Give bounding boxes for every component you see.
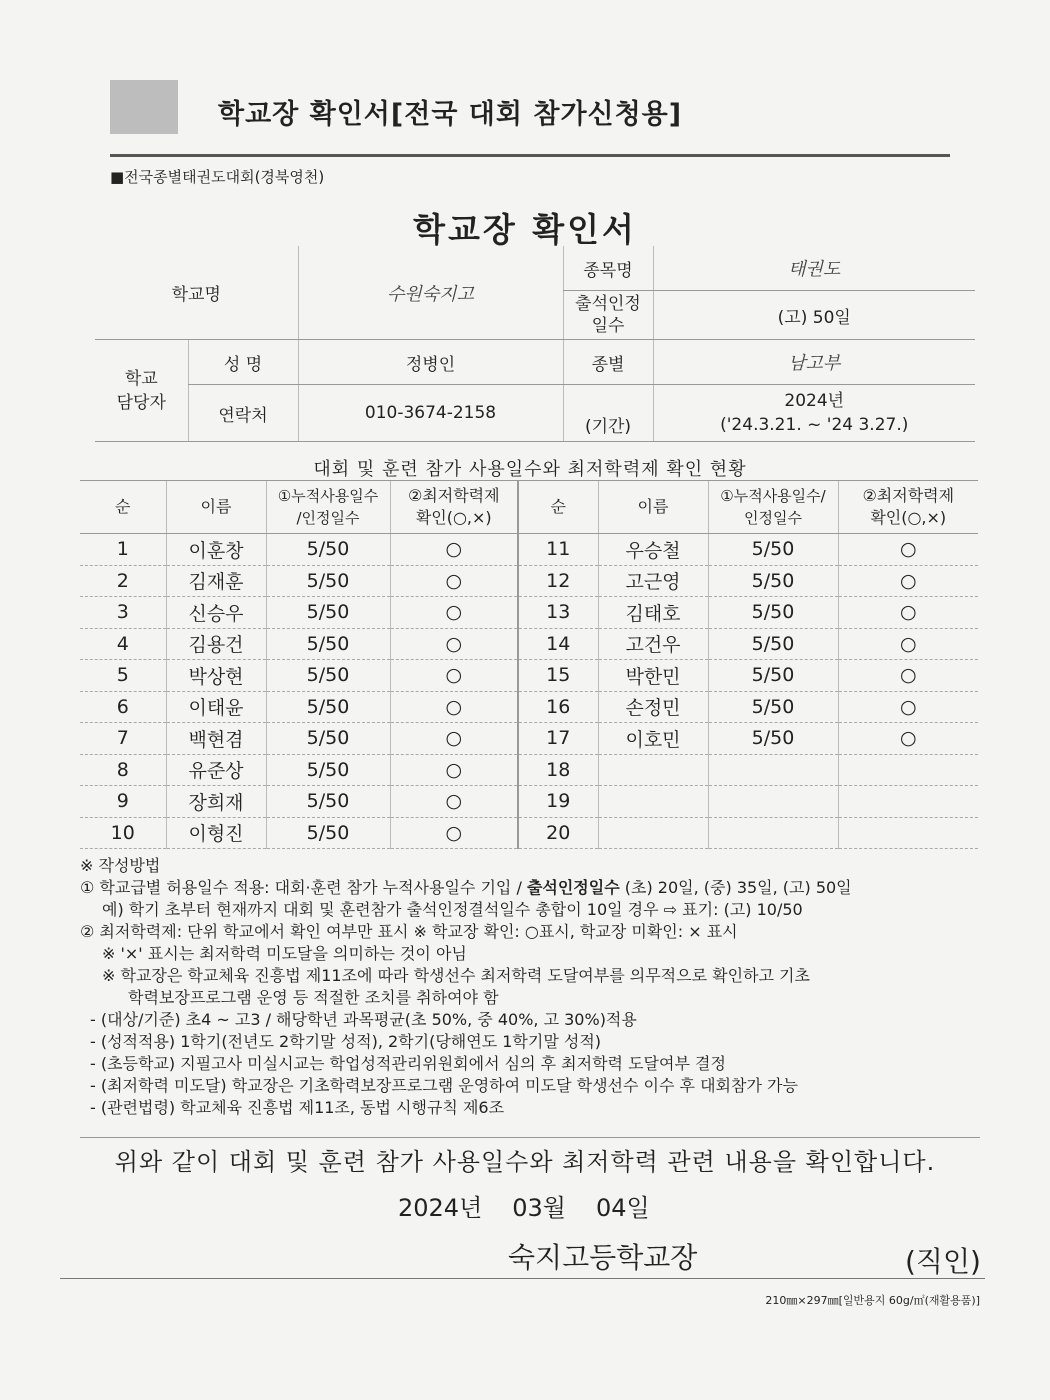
usage-days: 5/50 — [266, 691, 390, 723]
student-name: 백현겸 — [166, 723, 266, 755]
col-check-left: ②최저학력제 확인(○,×) — [390, 481, 518, 534]
min-academic-check: ○ — [390, 786, 518, 818]
student-name: 이태윤 — [166, 691, 266, 723]
table-row — [80, 786, 978, 818]
instructions — [80, 855, 980, 1119]
name-value: 정병인 — [298, 340, 563, 385]
note-2-x-meaning: ※ '×' 표시는 최저학력 미도달을 의미하는 것이 아님 — [102, 944, 467, 963]
bullet-elementary: - (초등학교) 지필고사 미실시교는 학업성적관리위원회에서 심의 후 최저학력 도달여부 결정 — [90, 1054, 726, 1073]
student-name: 이호민 — [598, 723, 708, 755]
manager-label: 학교 담당자 — [95, 340, 188, 442]
table-row — [80, 723, 978, 755]
min-academic-check: ○ — [390, 723, 518, 755]
usage-days: 5/50 — [708, 660, 838, 692]
row-number: 11 — [518, 534, 598, 566]
note-1-bold: 출석인정일수 — [526, 878, 620, 897]
usage-days: 5/50 — [708, 565, 838, 597]
row-number: 6 — [80, 691, 166, 723]
col-no-left: 순 — [80, 481, 166, 534]
min-academic-check: ○ — [390, 628, 518, 660]
issue-date — [398, 1188, 680, 1223]
student-name: 우승철 — [598, 534, 708, 566]
table-row — [80, 754, 978, 786]
usage-days: 5/50 — [708, 691, 838, 723]
row-number: 18 — [518, 754, 598, 786]
student-name — [598, 754, 708, 786]
min-academic-check — [838, 786, 978, 818]
table-row — [80, 597, 978, 629]
note-2: ② 최저학력제: 단위 학교에서 확인 여부만 표시 ※ 학교장 확인: ○표시, 학교장 미확인: × 표시 — [80, 922, 738, 941]
school-value: 수원숙지고 — [298, 246, 563, 340]
category-value: 남고부 — [653, 340, 975, 385]
min-academic-check: ○ — [838, 534, 978, 566]
min-academic-check: ○ — [390, 817, 518, 849]
student-name: 이훈창 — [166, 534, 266, 566]
row-number: 4 — [80, 628, 166, 660]
row-number: 3 — [80, 597, 166, 629]
student-name: 김태호 — [598, 597, 708, 629]
usage-days: 5/50 — [708, 534, 838, 566]
student-name — [598, 817, 708, 849]
row-number: 7 — [80, 723, 166, 755]
document-title: 학교장 확인서 — [413, 210, 637, 249]
official-seal: (직인) — [905, 1245, 981, 1278]
table-row — [80, 534, 978, 566]
min-academic-check: ○ — [838, 723, 978, 755]
bullet-not-met: - (최저학력 미도달) 학교장은 기초학력보장프로그램 운영하여 미도달 학생선수 이수 후 대회참가 가능 — [90, 1076, 798, 1095]
date-year: 2024년 — [398, 1194, 483, 1222]
student-name: 고건우 — [598, 628, 708, 660]
school-info-table — [95, 246, 975, 442]
min-academic-check: ○ — [838, 691, 978, 723]
row-number: 5 — [80, 660, 166, 692]
date-month: 03월 — [512, 1194, 566, 1222]
min-academic-check: ○ — [390, 754, 518, 786]
header-band — [110, 78, 950, 157]
min-academic-check: ○ — [390, 691, 518, 723]
min-academic-check: ○ — [390, 597, 518, 629]
student-name: 김재훈 — [166, 565, 266, 597]
row-number: 8 — [80, 754, 166, 786]
period-label: (기간) — [563, 385, 653, 442]
sport-label: 종목명 — [563, 246, 653, 291]
usage-days: 5/50 — [266, 786, 390, 818]
table-row — [80, 691, 978, 723]
table-row — [80, 565, 978, 597]
row-number: 14 — [518, 628, 598, 660]
table-row — [80, 817, 978, 849]
student-name: 이형진 — [166, 817, 266, 849]
bullet-grades: - (성적적용) 1학기(전년도 2학기말 성적), 2학기(당해연도 1학기말 성적) — [90, 1032, 602, 1051]
row-number: 15 — [518, 660, 598, 692]
paper-spec: 210㎜×297㎜[일반용지 60g/㎡(재활용품)] — [765, 1294, 980, 1307]
row-number: 1 — [80, 534, 166, 566]
bottom-divider — [60, 1278, 985, 1279]
name-label: 성 명 — [188, 340, 298, 385]
row-number: 10 — [80, 817, 166, 849]
row-number: 9 — [80, 786, 166, 818]
usage-days: 5/50 — [266, 628, 390, 660]
col-name-left: 이름 — [166, 481, 266, 534]
confirmation-statement: 위와 같이 대회 및 훈련 참가 사용일수와 최저학력 관련 내용을 확인합니다. — [114, 1148, 936, 1176]
min-academic-check: ○ — [390, 660, 518, 692]
contact-label: 연락처 — [188, 385, 298, 442]
usage-days: 5/50 — [266, 754, 390, 786]
student-name: 장희재 — [166, 786, 266, 818]
min-academic-check: ○ — [838, 660, 978, 692]
roster-body — [80, 534, 978, 849]
min-academic-check: ○ — [838, 597, 978, 629]
note-1-example: 예) 학기 초부터 현재까지 대회 및 훈련참가 출석인정결석일수 총합이 10일 경우 ⇨ 표기: (고) 10/50 — [102, 900, 803, 919]
notes-heading: ※ 작성방법 — [80, 856, 161, 875]
table-row — [80, 660, 978, 692]
row-number: 13 — [518, 597, 598, 629]
col-no-right: 순 — [518, 481, 598, 534]
row-number: 12 — [518, 565, 598, 597]
attendance-label: 출석인정 일수 — [563, 291, 653, 340]
row-number: 2 — [80, 565, 166, 597]
usage-days: 5/50 — [266, 597, 390, 629]
row-number: 17 — [518, 723, 598, 755]
table-row — [80, 628, 978, 660]
student-name: 박상현 — [166, 660, 266, 692]
note-2-duty-1: ※ 학교장은 학교체육 진흥법 제11조에 따라 학생선수 최저학력 도달여부를 의무적으로 확인하고 기초 — [102, 966, 810, 985]
student-name: 고근영 — [598, 565, 708, 597]
student-name: 유준상 — [166, 754, 266, 786]
row-number: 20 — [518, 817, 598, 849]
contact-value: 010-3674-2158 — [298, 385, 563, 442]
header-title: 학교장 확인서[전국 대회 참가신청용] — [218, 99, 683, 130]
usage-days: 5/50 — [708, 628, 838, 660]
usage-days: 5/50 — [266, 817, 390, 849]
date-day: 04일 — [596, 1194, 650, 1222]
col-name-right: 이름 — [598, 481, 708, 534]
min-academic-check: ○ — [838, 628, 978, 660]
roster-header-row — [80, 481, 978, 534]
row-number: 16 — [518, 691, 598, 723]
student-name: 손정민 — [598, 691, 708, 723]
category-label: 종별 — [563, 340, 653, 385]
principal-name: 숙지고등학교장 — [508, 1241, 698, 1274]
header-gray-block — [110, 80, 178, 134]
min-academic-check — [838, 817, 978, 849]
student-name: 박한민 — [598, 660, 708, 692]
col-usage-right: ①누적사용일수/ 인정일수 — [708, 481, 838, 534]
student-name — [598, 786, 708, 818]
divider — [80, 1137, 980, 1138]
usage-days: 5/50 — [708, 723, 838, 755]
period-range: ('24.3.21. ~ '24 3.27.) — [720, 415, 909, 435]
usage-days: 5/50 — [266, 723, 390, 755]
event-name: ■전국종별태권도대회(경북영천) — [110, 168, 325, 186]
period-value — [653, 385, 975, 442]
usage-days: 5/50 — [708, 597, 838, 629]
col-usage-left: ①누적사용일수 /인정일수 — [266, 481, 390, 534]
usage-days: 5/50 — [266, 565, 390, 597]
status-title: 대회 및 훈련 참가 사용일수와 최저학력제 확인 현황 — [313, 459, 747, 480]
min-academic-check: ○ — [838, 565, 978, 597]
usage-days: 5/50 — [266, 660, 390, 692]
usage-days — [708, 817, 838, 849]
col-check-right: ②최저학력제 확인(○,×) — [838, 481, 978, 534]
student-name: 김용건 — [166, 628, 266, 660]
min-academic-check — [838, 754, 978, 786]
usage-days — [708, 754, 838, 786]
attendance-value: (고) 50일 — [653, 291, 975, 340]
sport-value: 태권도 — [653, 246, 975, 291]
bullet-law: - (관련법령) 학교체육 진흥법 제11조, 동법 시행규칙 제6조 — [90, 1098, 505, 1117]
bullet-target: - (대상/기준) 초4 ~ 고3 / 해당학년 과목평균(초 50%, 중 40%, 고 30%)적용 — [90, 1010, 637, 1029]
student-name: 신승우 — [166, 597, 266, 629]
note-1: ① 학교급별 허용일수 적용: 대회·훈련 참가 누적사용일수 기입 / 출석인정일수 (초) 20일, (중) 35일, (고) 50일 — [80, 878, 852, 897]
school-label: 학교명 — [95, 246, 298, 340]
usage-days: 5/50 — [266, 534, 390, 566]
usage-days — [708, 786, 838, 818]
min-academic-check: ○ — [390, 534, 518, 566]
row-number: 19 — [518, 786, 598, 818]
period-year: 2024년 — [784, 391, 845, 411]
note-2-duty-2: 학력보장프로그램 운영 등 적절한 조치를 취하여야 함 — [128, 988, 499, 1007]
roster-table — [80, 480, 978, 849]
min-academic-check: ○ — [390, 565, 518, 597]
